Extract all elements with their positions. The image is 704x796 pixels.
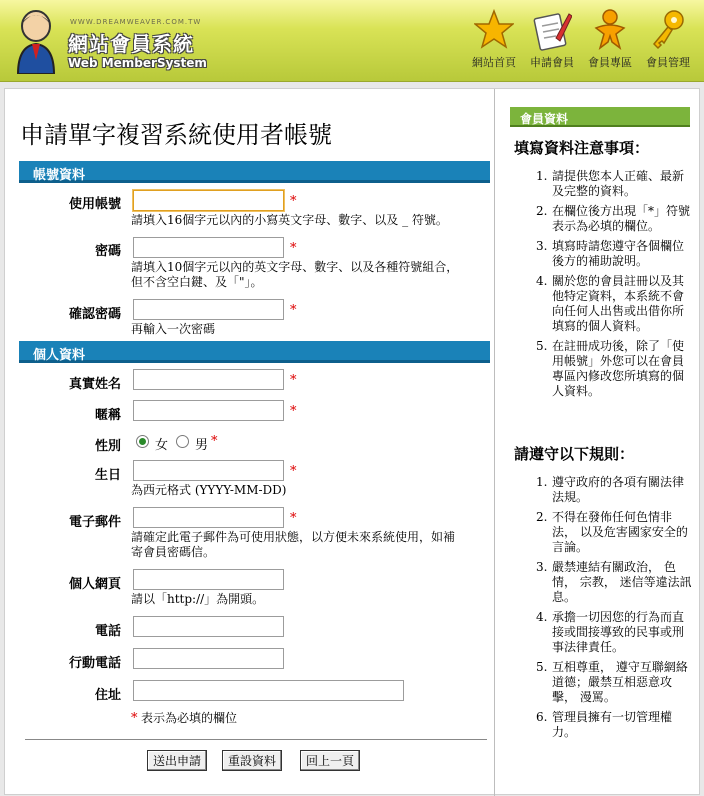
notes-title: 填寫資料注意事項： xyxy=(514,139,650,157)
sidebar xyxy=(500,89,696,796)
required-mark: * xyxy=(290,194,297,209)
list-item: 1. 請提供您本人正確、最新及完整的資料。 xyxy=(536,169,685,198)
homepage-label: 個人網頁 xyxy=(68,577,121,592)
section-personal-header: 個人資料 xyxy=(19,341,490,363)
homepage-hint: 請以「http://」為開頭。 xyxy=(131,592,265,606)
gender-female-label[interactable]: 女 xyxy=(155,438,169,453)
address-label: 住址 xyxy=(94,688,121,703)
password-input[interactable] xyxy=(133,237,284,258)
required-mark: * xyxy=(290,303,297,318)
nav-signup-label: 申請會員 xyxy=(530,56,574,69)
username-hint: 請填入16個字元以內的小寫英文字母、數字、以及 _ 符號。 xyxy=(131,213,448,227)
required-note: 表示為必填的欄位 xyxy=(141,711,238,725)
key-icon xyxy=(648,8,688,52)
required-mark: * xyxy=(131,711,138,726)
phone-input[interactable] xyxy=(133,616,284,637)
list-item: 5. 互相尊重， 遵守互聯網絡道德；嚴禁互相惡意攻擊， 漫罵。 xyxy=(536,660,688,704)
username-label: 使用帳號 xyxy=(68,197,121,212)
address-input[interactable] xyxy=(133,680,404,701)
logo-url: WWW.DREAMWEAVER.COM.TW xyxy=(70,18,202,26)
sidebar-header: 會員資料 xyxy=(510,107,690,127)
member-avatar-logo-icon xyxy=(16,10,56,74)
nav-member-area[interactable] xyxy=(586,8,634,70)
signup-pen-icon xyxy=(532,8,572,52)
birthday-label: 生日 xyxy=(94,468,121,483)
gender-male-radio[interactable] xyxy=(176,435,189,448)
nav-member-admin[interactable] xyxy=(644,8,692,70)
password-hint-1: 請填入10個字元以內的英文字母、數字、以及各種符號組合， xyxy=(131,260,459,274)
list-item: 2. 不得在發佈任何色情非法， 以及危害國家安全的言論。 xyxy=(536,510,688,554)
required-mark: * xyxy=(290,464,297,479)
phone-label: 電話 xyxy=(94,624,121,639)
birthday-hint: 為西元格式 (YYYY-MM-DD) xyxy=(131,483,287,497)
page-container xyxy=(4,88,700,795)
username-input[interactable] xyxy=(133,190,284,211)
list-item: 6. 管理員擁有一切管理權力。 xyxy=(536,710,673,739)
list-item: 3. 嚴禁連結有關政治， 色情， 宗教， 迷信等違法訊息。 xyxy=(536,560,692,604)
realname-input[interactable] xyxy=(133,369,284,390)
signup-form xyxy=(5,89,495,796)
section-account-header: 帳號資料 xyxy=(19,161,490,183)
nickname-label: 暱稱 xyxy=(94,408,121,423)
required-mark: * xyxy=(290,511,297,526)
site-header xyxy=(0,0,704,82)
member-person-icon xyxy=(590,8,630,52)
list-item: 3. 填寫時請您遵守各個欄位後方的補助說明。 xyxy=(536,239,685,268)
form-divider xyxy=(25,739,487,740)
list-item: 4. 關於您的會員註冊以及其他特定資料，本系統不會向任何人出售或出借你所填寫的個人資料。 xyxy=(536,274,685,333)
star-icon xyxy=(474,8,514,52)
required-mark: * xyxy=(290,241,297,256)
realname-label: 真實姓名 xyxy=(68,377,121,392)
rules-title: 請遵守以下規則： xyxy=(514,445,635,463)
homepage-input[interactable] xyxy=(133,569,284,590)
reset-button[interactable]: 重設資料 xyxy=(222,750,282,771)
notes-list xyxy=(514,169,692,404)
email-hint-1: 請確定此電子郵件為可使用狀態，以方便未來系統使用，如補 xyxy=(131,530,456,544)
confirm-password-input[interactable] xyxy=(133,299,284,320)
list-item: 5. 在註冊成功後，除了「使用帳號」外您可以在會員專區內修改您所填寫的個人資料。 xyxy=(536,339,685,398)
logo-title: 網站會員系統 xyxy=(68,32,194,56)
email-label: 電子郵件 xyxy=(68,515,121,530)
submit-button[interactable]: 送出申請 xyxy=(147,750,207,771)
mobile-label: 行動電話 xyxy=(68,656,121,671)
birthday-input[interactable] xyxy=(133,460,284,481)
mobile-input[interactable] xyxy=(133,648,284,669)
required-mark: * xyxy=(290,373,297,388)
top-nav xyxy=(470,8,692,70)
required-mark: * xyxy=(211,434,218,449)
email-hint-2: 寄會員密碼信。 xyxy=(131,545,216,559)
nav-member-admin-label: 會員管理 xyxy=(646,56,690,69)
nav-home[interactable] xyxy=(470,8,518,70)
password-hint-2: 但不含空白鍵、及「"」。 xyxy=(131,275,263,289)
confirm-password-label: 確認密碼 xyxy=(68,307,121,322)
nav-signup[interactable] xyxy=(528,8,576,70)
back-button[interactable]: 回上一頁 xyxy=(300,750,360,771)
rules-list xyxy=(514,475,692,745)
email-input[interactable] xyxy=(133,507,284,528)
confirm-password-hint: 再輸入一次密碼 xyxy=(131,322,216,336)
gender-female-radio[interactable] xyxy=(136,435,149,448)
list-item: 2. 在欄位後方出現「*」符號表示為必填的欄位。 xyxy=(536,204,691,233)
nav-home-label: 網站首頁 xyxy=(472,56,516,69)
nickname-input[interactable] xyxy=(133,400,284,421)
list-item: 1. 遵守政府的各項有關法律法規。 xyxy=(536,475,685,504)
gender-male-label[interactable]: 男 xyxy=(195,438,209,453)
list-item: 4. 承擔一切因您的行為而直接或間接導致的民事或刑事法律責任。 xyxy=(536,610,685,654)
page-title: 申請單字複習系統使用者帳號 xyxy=(20,121,332,149)
nav-member-area-label: 會員專區 xyxy=(588,56,632,69)
gender-label: 性別 xyxy=(94,439,121,454)
site-logo[interactable] xyxy=(10,4,210,78)
logo-subtitle: Web MemberSystem xyxy=(68,56,207,70)
required-mark: * xyxy=(290,404,297,419)
password-label: 密碼 xyxy=(94,244,121,259)
